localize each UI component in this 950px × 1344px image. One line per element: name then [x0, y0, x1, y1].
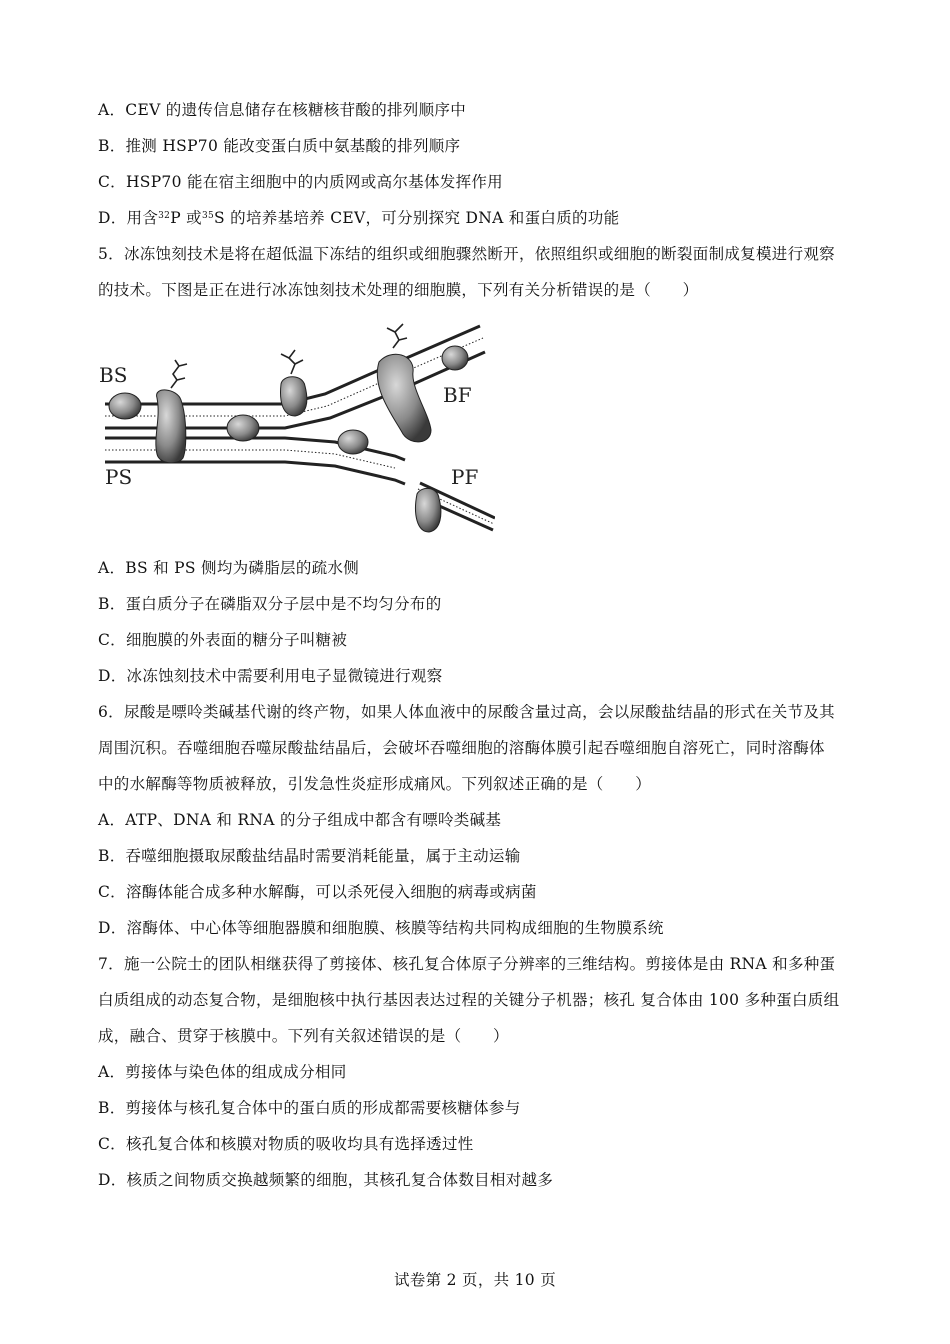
q4-option-c: [98, 171, 858, 193]
q5-option-d: D．冰冻蚀刻技术中需要利用电子显微镜进行观察: [98, 667, 443, 685]
q7-option-a: A．剪接体与染色体的组成成分相同: [98, 1063, 347, 1081]
bf-surface-protein: [442, 346, 468, 370]
q5-stem-line2: 的技术。下图是正在进行冰冻蚀刻技术处理的细胞膜，下列有关分析错误的是（ ）: [98, 281, 699, 299]
q6-option-a: A．ATP、DNA 和 RNA 的分子组成中都含有嘌呤类碱基: [98, 811, 502, 829]
option-text: P 或: [170, 209, 202, 227]
q6-stem-line3: 中的水解酶等物质被释放，引发急性炎症形成痛风。下列叙述正确的是（ ）: [98, 775, 652, 793]
q6-stem-line1: 6．尿酸是嘌呤类碱基代谢的终产物，如果人体血液中的尿酸含量过高，会以尿酸盐结晶的形式在关节及其: [98, 703, 835, 721]
q7-option-b: B．剪接体与核孔复合体中的蛋白质的形成都需要核糖体参与: [98, 1099, 521, 1117]
ps-embedded-protein: [338, 430, 368, 454]
q5-option-c: C．细胞膜的外表面的糖分子叫糖被: [98, 631, 348, 649]
label-bs: BS: [99, 363, 128, 387]
pf-protein: [416, 488, 441, 532]
option-text: S 的培养基培养 CEV，可分别探究 DNA 和蛋白质的功能: [214, 209, 620, 227]
option-text: HSP70 能在宿主细胞中的内质网或高尔基体发挥作用: [125, 173, 503, 191]
label-pf: PF: [451, 465, 479, 489]
option-text: 用含: [126, 209, 159, 227]
label-ps: PS: [105, 465, 133, 489]
q6-option-d: D．溶酶体、中心体等细胞器膜和细胞膜、核膜等结构共同构成细胞的生物膜系统: [98, 919, 664, 937]
option-prefix: B．: [98, 137, 126, 155]
q6-option-b: B．吞噬细胞摄取尿酸盐结晶时需要消耗能量，属于主动运输: [98, 847, 521, 865]
q5-option-a: A．BS 和 PS 侧均为磷脂层的疏水侧: [98, 559, 360, 577]
option-prefix: D．: [98, 209, 127, 227]
q7-stem-line3: 成，融合、贯穿于核膜中。下列有关叙述错误的是（ ）: [98, 1027, 509, 1045]
peripheral-protein: [109, 393, 141, 419]
q5-stem-line1: 5．冰冻蚀刻技术是将在超低温下冻结的组织或细胞骤然断开，依照组织或细胞的断裂面制成复模进行观察: [98, 245, 835, 263]
option-prefix: A．: [98, 101, 126, 119]
q5-option-b: B．蛋白质分子在磷脂双分子层中是不均匀分布的: [98, 595, 442, 613]
label-bf: BF: [443, 383, 472, 407]
q4-option-b: [98, 135, 858, 157]
embedded-protein: [227, 415, 259, 441]
freeze-etch-membrane-figure: [95, 318, 495, 540]
q6-stem-line2: 周围沉积。吞噬细胞吞噬尿酸盐结晶后，会破坏吞噬细胞的溶酶体膜引起吞噬细胞自溶死亡，同时溶酶体: [98, 739, 825, 757]
q6-option-c: C．溶酶体能合成多种水解酶，可以杀死侵入细胞的病毒或病菌: [98, 883, 537, 901]
q7-stem-line1: 7．施一公院士的团队相继获得了剪接体、核孔复合体原子分辨率的三维结构。剪接体是由 RNA 和多种蛋: [98, 955, 836, 973]
q4-option-a: [98, 99, 858, 121]
q7-option-c: C．核孔复合体和核膜对物质的吸收均具有选择透过性: [98, 1135, 474, 1153]
q7-stem-line2: 白质组成的动态复合物，是细胞核中执行基因表达过程的关键分子机器；核孔 复合体由 100 多种蛋白质组: [98, 991, 840, 1009]
transmembrane-protein: [156, 390, 186, 463]
bf-embedded-protein: [281, 377, 307, 416]
page-footer: 试卷第 2 页，共 10 页: [394, 1271, 556, 1289]
q7-option-d: D．核质之间物质交换越频繁的细胞，其核孔复合体数目相对越多: [98, 1171, 554, 1189]
option-text: 推测 HSP70 能改变蛋白质中氨基酸的排列顺序: [125, 137, 461, 155]
option-prefix: C．: [98, 173, 126, 191]
isotope-mass-35: 35: [201, 211, 215, 221]
large-transmembrane-protein: [377, 354, 431, 442]
q4-option-d: [98, 207, 858, 229]
membrane-diagram: [95, 318, 495, 540]
option-text: CEV 的遗传信息储存在核糖核苷酸的排列顺序中: [125, 101, 466, 119]
isotope-mass-32: 32: [158, 211, 171, 221]
